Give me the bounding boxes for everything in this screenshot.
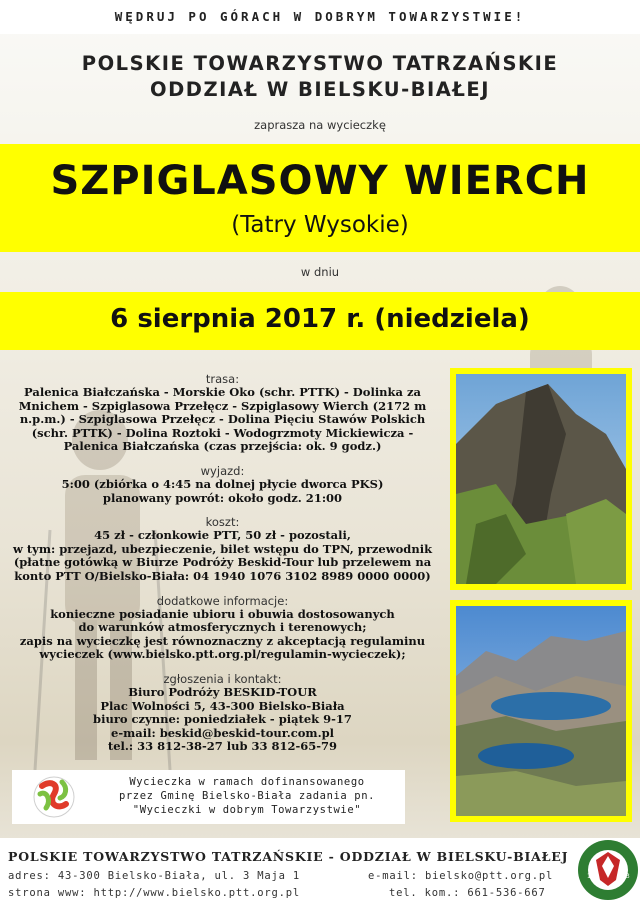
- additional-info-section: [10, 594, 435, 662]
- cost-line: 45 zł - członkowie PTT, 50 zł - pozostali,: [94, 528, 351, 543]
- sponsor-line: "Wycieczki w dobrym Towarzystwie": [132, 804, 362, 816]
- additional-info-line: zapis na wycieczkę jest równoznaczny z akceptacją regulaminu: [19, 633, 426, 648]
- departure-line: planowany powrót: około godz. 21:00: [102, 490, 343, 505]
- organization-branch: ODDZIAŁ W BIELSKU-BIAŁEJ: [150, 78, 490, 101]
- mountain-peak-image: [456, 374, 626, 584]
- footer: [0, 838, 640, 905]
- route-line: n.p.m.) - Szpiglasowa Przełęcz - Dolina Pięciu Stawów Polskich: [19, 412, 426, 427]
- additional-info-line: konieczne posiadanie ubioru i obuwia dostosowanych: [50, 606, 395, 621]
- valley-lakes-image: [456, 606, 626, 816]
- additional-info-line: wycieczek (www.bielsko.ptt.org.pl/regulamin-wycieczek);: [39, 647, 406, 662]
- additional-info-label: dodatkowe informacje:: [156, 593, 289, 608]
- top-banner: [0, 0, 640, 34]
- cost-line: konto PTT O/Bielsko-Biała: 04 1940 1076 3102 8989 0000 0000): [14, 568, 431, 583]
- footer-address: adres: 43-300 Bielsko-Biała, ul. 3 Maja 1: [8, 870, 300, 882]
- route-line: Palenica Białczańska (czas przejścia: ok. 9 godz.): [63, 439, 382, 454]
- invite-text: zaprasza na wycieczkę: [254, 118, 386, 132]
- sponsor-text: [92, 775, 402, 817]
- footer-organization: POLSKIE TOWARZYSTWO TATRZAŃSKIE - ODDZIAŁ W BIELSKU-BIAŁEJ: [8, 849, 569, 864]
- cost-section: [10, 515, 435, 583]
- route-line: Palenica Białczańska - Morskie Oko (schr. PTTK) - Dolinka za: [24, 385, 421, 399]
- cost-line: (płatne gotówką w Biurze Podróży Beskid-Tour lub przelewem na: [13, 555, 432, 570]
- in-day-text: w dniu: [300, 265, 340, 279]
- valley-lakes-photo: [450, 600, 632, 822]
- contact-line: biuro czynne: poniedziałek - piątek 9-17: [93, 712, 352, 727]
- cost-label: koszt:: [205, 515, 240, 530]
- footer-website: strona www: http://www.bielsko.ptt.org.pl: [8, 887, 300, 899]
- mountain-peak-photo: [450, 368, 632, 590]
- sponsor-line: Wycieczka w ramach dofinansowanego: [129, 776, 365, 788]
- cost-line: w tym: przejazd, ubezpieczenie, bilet wstępu do TPN, przewodnik: [12, 541, 433, 556]
- route-label: trasa:: [205, 372, 240, 386]
- contact-line: Plac Wolności 5, 43-300 Bielsko-Biała: [100, 698, 345, 713]
- footer-email: e-mail: bielsko@ptt.org.pl: [368, 870, 554, 882]
- contact-email: e-mail: beskid@beskid-tour.com.pl: [111, 725, 334, 740]
- additional-info-line: do warunków atmosferycznych i terenowych;: [78, 620, 367, 635]
- contact-label: zgłoszenia i kontakt:: [163, 671, 282, 686]
- trip-date: 6 sierpnia 2017 r. (niedziela): [110, 304, 530, 334]
- departure-section: [10, 464, 435, 505]
- departure-line: 5:00 (zbiórka o 4:45 na dolnej płycie dworca PKS): [61, 476, 384, 491]
- trip-title: SZPIGLASOWY WIERCH: [50, 158, 590, 204]
- departure-label: wyjazd:: [200, 463, 245, 478]
- contact-section: [10, 672, 435, 754]
- sponsor-box: [12, 770, 405, 824]
- motto: WĘDRUJ PO GÓRACH W DOBRYM TOWARZYSTWIE!: [114, 9, 526, 24]
- organization-name: POLSKIE TOWARZYSTWO TATRZAŃSKIE: [81, 52, 559, 75]
- contact-phone: tel.: 33 812-38-27 lub 33 812-65-79: [107, 739, 338, 754]
- contact-line: Biuro Podróży BESKID-TOUR: [128, 684, 317, 699]
- sponsor-line: przez Gminę Bielsko-Biała zadania pn.: [118, 790, 376, 802]
- route-line: (schr. PTTK) - Dolina Roztoki - Wodogrzmoty Mickiewicza -: [31, 425, 414, 440]
- footer-phone: tel. kom.: 661-536-667: [389, 887, 546, 899]
- route-line: Mnichem - Szpiglasowa Przełęcz - Szpiglasowy Wierch (2172 m: [18, 398, 427, 413]
- trip-subtitle: (Tatry Wysokie): [231, 212, 409, 238]
- bielsko-biala-logo-icon: [32, 774, 76, 820]
- badge-year-right: 73: [622, 873, 630, 880]
- route-section: [10, 372, 435, 454]
- ptt-badge-logo-icon: [576, 838, 640, 902]
- badge-year-left: 18: [587, 873, 595, 880]
- trip-details: [10, 372, 435, 754]
